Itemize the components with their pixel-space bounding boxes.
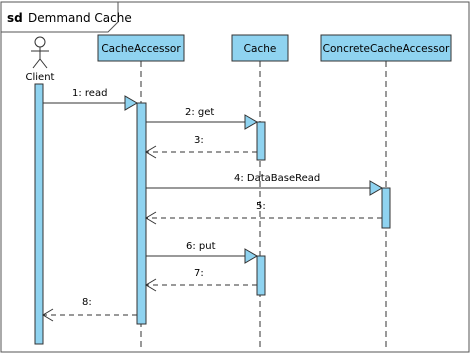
activation-cacheaccessor [137, 103, 146, 324]
message-label: 8: [82, 297, 92, 308]
arrowhead-icon [370, 181, 382, 195]
message-label: 5: [256, 201, 266, 212]
lifeline-head-concretecacheaccessor [321, 35, 451, 61]
lifeline-concretecacheaccessor-label: ConcreteCacheAccessor [322, 43, 450, 55]
activation-cache-put [257, 256, 265, 295]
message-7-return [146, 268, 257, 291]
lifeline-head-cacheaccessor [98, 35, 184, 61]
message-label: 7: [194, 268, 204, 279]
message-4-databaseread [146, 173, 382, 195]
message-label: 6: put [186, 241, 216, 252]
arrowhead-icon [245, 115, 257, 129]
arrowhead-icon [125, 96, 137, 110]
lifeline-head-cache [232, 35, 288, 61]
activation-concretecacheaccessor [382, 188, 390, 228]
activation-client [35, 84, 43, 344]
frame-title: Demmand Cache [28, 11, 132, 25]
message-label: 3: [194, 135, 204, 146]
message-5-return [146, 201, 382, 224]
lifeline-cacheaccessor-label: CacheAccessor [101, 43, 181, 55]
message-label: 4: DataBaseRead [234, 173, 321, 184]
message-1-read [43, 88, 137, 110]
arrowhead-icon [245, 249, 257, 263]
message-6-put [146, 241, 257, 263]
activation-cache-get [257, 122, 265, 160]
lifeline-cache-label: Cache [243, 43, 277, 55]
message-8-return [43, 297, 137, 321]
client-actor-icon [31, 37, 49, 68]
lifeline-client-label: Client [25, 72, 55, 83]
message-3-return [146, 135, 257, 158]
frame-keyword: sd [7, 11, 23, 25]
message-2-get [146, 107, 257, 129]
message-label: 2: get [185, 107, 215, 118]
message-label: 1: read [72, 88, 108, 99]
